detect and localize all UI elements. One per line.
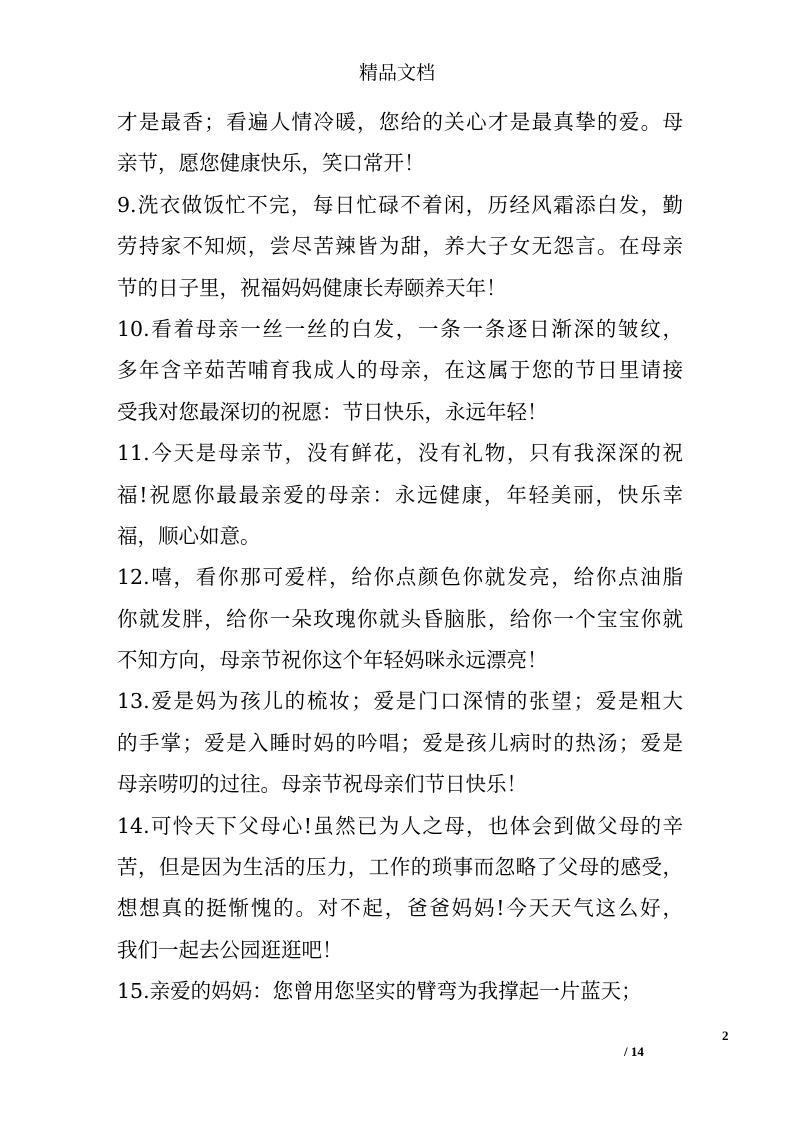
document-body xyxy=(117,102,683,1013)
text-line: 才是最香；看遍人情冷暖，您给的关心才是最真挚的爱。母 xyxy=(117,110,683,134)
text-line: 你就发胖，给你一朵玫瑰你就头昏脑胀，给你一个宝宝你就 xyxy=(117,606,683,631)
text-line: 亲节，愿您健康快乐，笑口常开！ xyxy=(117,151,425,176)
page-total: / 14 xyxy=(624,1044,644,1059)
text-line: 11.今天是母亲节，没有鲜花，没有礼物，只有我深深的祝 xyxy=(117,441,683,466)
text-line: 福，顺心如意。 xyxy=(117,523,261,548)
text-line: 受我对您最深切的祝愿：节日快乐，永远年轻！ xyxy=(117,399,548,424)
text-line: 苦，但是因为生活的压力，工作的琐事而忽略了父母的感受， xyxy=(117,855,683,880)
text-line: 想想真的挺惭愧的。对不起，爸爸妈妈!今天天气这么好， xyxy=(117,896,683,921)
text-line: 多年含辛茹苦哺育我成人的母亲，在这属于您的节日里请接 xyxy=(117,358,683,383)
text-line: 母亲唠叨的过往。母亲节祝母亲们节日快乐！ xyxy=(117,772,527,797)
text-line: 15.亲爱的妈妈：您曾用您坚实的臂弯为我撑起一片蓝天； xyxy=(117,979,642,1004)
document-header: 精品文档 xyxy=(358,62,435,84)
text-line: 9.洗衣做饭忙不完，每日忙碌不着闲，历经风霜添白发，勤 xyxy=(117,192,683,217)
page-number: 2 xyxy=(722,1028,729,1043)
text-line: 10.看着母亲一丝一丝的白发，一条一条逐日渐深的皱纹， xyxy=(117,316,683,341)
text-line: 12.嘻，看你那可爱样，给你点颜色你就发亮，给你点油脂 xyxy=(117,565,683,590)
text-line: 劳持家不知烦，尝尽苦辣皆为甜，养大子女无怨言。在母亲 xyxy=(117,234,683,259)
text-line: 福!祝愿你最最亲爱的母亲：永远健康，年轻美丽，快乐幸 xyxy=(117,482,683,507)
text-line: 节的日子里，祝福妈妈健康长寿颐养天年！ xyxy=(117,275,507,300)
text-line: 14.可怜天下父母心!虽然已为人之母，也体会到做父母的辛 xyxy=(117,813,683,838)
text-line: 我们一起去公园逛逛吧！ xyxy=(117,937,343,962)
text-line: 13.爱是妈为孩儿的梳妆；爱是门口深情的张望；爱是粗大 xyxy=(117,689,683,714)
text-line: 不知方向，母亲节祝你这个年轻妈咪永远漂亮！ xyxy=(117,648,548,673)
text-line: 的手掌；爱是入睡时妈的吟唱；爱是孩儿病时的热汤；爱是 xyxy=(117,730,683,755)
